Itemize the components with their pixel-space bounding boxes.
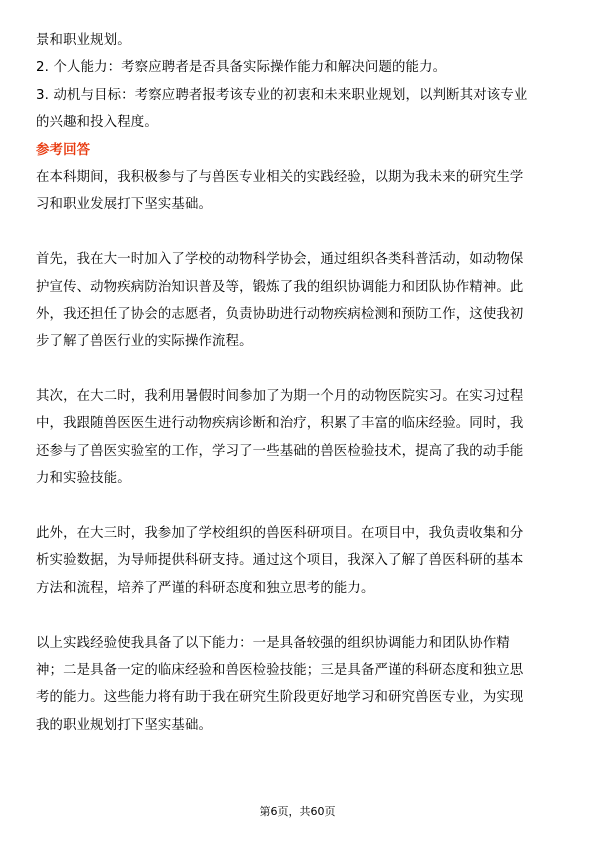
paragraph-line: 步了解了兽医行业的实际操作流程。	[36, 334, 253, 350]
criteria-line: 3. 动机与目标：考察应聘者报考该专业的初衷和未来职业规划，以判断其对该专业	[36, 87, 528, 103]
answer-paragraph	[36, 630, 564, 740]
answer-heading: 参考回答	[36, 142, 91, 158]
paragraph-gap	[36, 219, 564, 246]
answer-paragraph	[36, 246, 564, 356]
answer-paragraph	[36, 383, 564, 493]
document-body	[36, 27, 564, 739]
criteria-line: 景和职业规划。	[36, 33, 131, 48]
paragraph-line: 析实验数据，为导师提供科研支持。通过这个项目，我深入了解了兽医科研的基本	[36, 553, 524, 569]
paragraph-line: 还参与了兽医实验室的工作，学习了一些基础的兽医检验技术，提高了我的动手能	[36, 443, 524, 459]
paragraph-line: 习和职业发展打下坚实基础。	[36, 197, 213, 213]
answer-paragraph	[36, 520, 564, 602]
paragraph-gap	[36, 602, 564, 629]
paragraph-line: 外，我还担任了协会的志愿者，负责协助进行动物疾病检测和预防工作，这使我初	[36, 306, 524, 322]
paragraph-line: 以上实践经验使我具备了以下能力：一是具备较强的组织协调能力和团队协作精	[36, 635, 510, 651]
criteria-line: 的兴趣和投入程度。	[36, 115, 158, 131]
paragraph-line: 方法和流程，培养了严谨的科研态度和独立思考的能力。	[36, 580, 375, 596]
paragraph-line: 首先，我在大一时加入了学校的动物科学协会，通过组织各类科普活动，如动物保	[36, 252, 524, 268]
criteria-line: 2. 个人能力：考察应聘者是否具备实际操作能力和解决问题的能力。	[36, 60, 447, 76]
page-number: 第6页，共60页	[259, 805, 336, 818]
paragraph-gap	[36, 493, 564, 520]
answer-paragraph	[36, 164, 564, 219]
paragraph-line: 神；二是具备一定的临床经验和兽医检验技能；三是具备严谨的科研态度和独立思	[36, 662, 524, 678]
paragraph-gap	[36, 356, 564, 383]
paragraph-line: 护宣传、动物疾病防治知识普及等，锻炼了我的组织协调能力和团队协作精神。此	[36, 279, 524, 295]
paragraph-line: 力和实验技能。	[36, 471, 131, 487]
paragraph-line: 我的职业规划打下坚实基础。	[36, 717, 213, 733]
paragraph-line: 中，我跟随兽医医生进行动物疾病诊断和治疗，积累了丰富的临床经验。同时，我	[36, 416, 524, 432]
paragraph-line: 其次，在大二时，我利用暑假时间参加了为期一个月的动物医院实习。在实习过程	[36, 389, 524, 405]
criteria-section	[36, 27, 564, 137]
paragraph-line: 在本科期间，我积极参与了与兽医专业相关的实践经验，以期为我未来的研究生学	[36, 169, 524, 185]
paragraph-line: 考的能力。这些能力将有助于我在研究生阶段更好地学习和研究兽医专业，为实现	[36, 690, 524, 706]
paragraph-line: 此外，在大三时，我参加了学校组织的兽医科研项目。在项目中，我负责收集和分	[36, 526, 524, 542]
